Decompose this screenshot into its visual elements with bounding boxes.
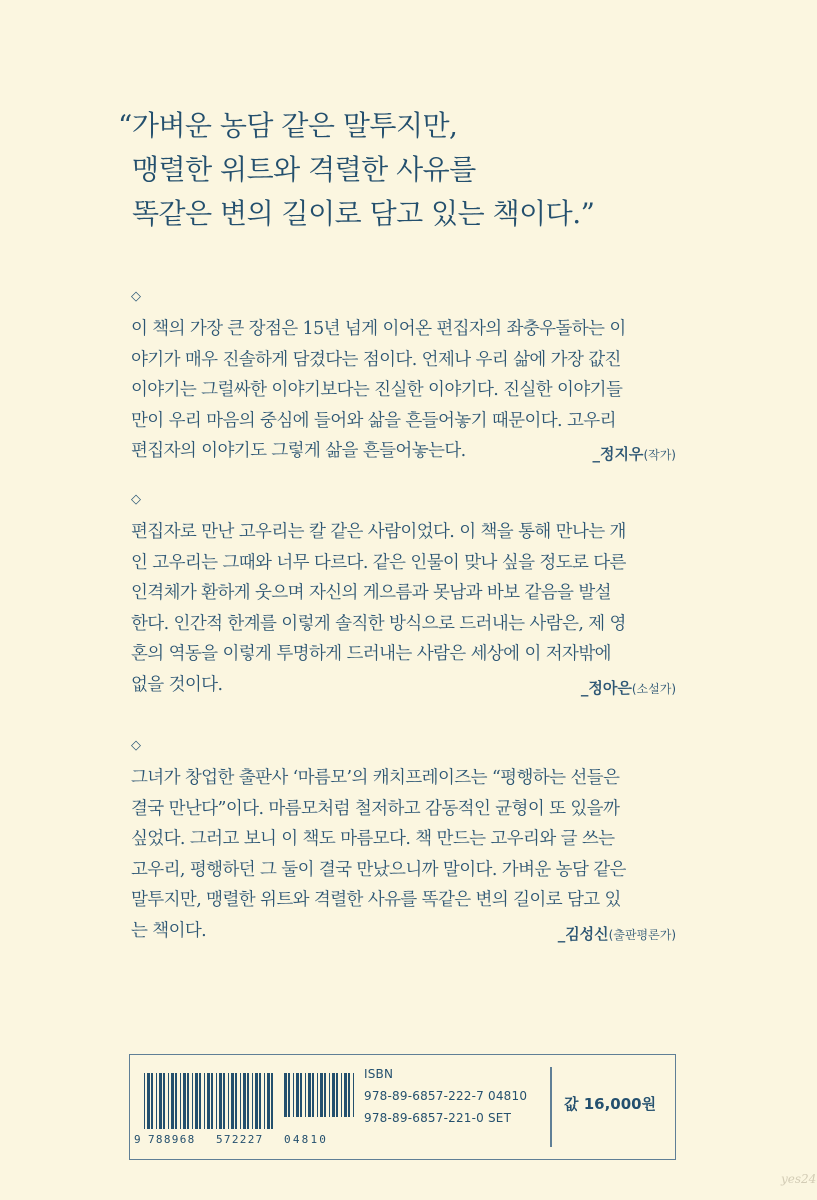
barcode-bar <box>183 1073 186 1129</box>
review-kimseongsin <box>131 737 676 947</box>
pull-quote-line: “가벼운 농담 같은 말투지만, <box>118 109 458 142</box>
barcode-bar <box>353 1073 354 1117</box>
isbn-text <box>364 1063 527 1129</box>
barcode-bar <box>288 1073 290 1117</box>
barcode-bar <box>240 1073 241 1129</box>
author-role: (소설가) <box>631 681 676 696</box>
barcode-bar <box>320 1073 323 1117</box>
review-line: 없을 것이다. <box>131 674 223 695</box>
barcode-bar <box>317 1073 318 1117</box>
barcode-bar <box>308 1073 311 1117</box>
barcode-bar <box>271 1073 273 1129</box>
barcode-bar <box>344 1073 347 1117</box>
review-line: 이 책의 가장 큰 장점은 15년 넘게 이어온 편집자의 좌충우돌하는 이 <box>131 319 626 339</box>
barcode-digit-right: 572227 <box>216 1133 264 1146</box>
barcode-bar <box>255 1073 258 1129</box>
barcode-bar <box>300 1073 302 1117</box>
isbn-number-1: 978-89-6857-222-7 04810 <box>364 1089 528 1103</box>
barcode-digit-left: 788968 <box>148 1133 196 1146</box>
barcode-bar <box>168 1073 169 1129</box>
review-author <box>581 677 676 698</box>
review-line: 만이 우리 마음의 중심에 들어와 삶을 흔들어놓기 때문이다. 고우리 <box>131 410 616 431</box>
author-name: _정아은 <box>580 678 632 697</box>
barcode-bar <box>267 1073 270 1129</box>
review-jeongjiwoo <box>131 288 676 467</box>
barcode-bar <box>296 1073 299 1117</box>
barcode-bar <box>247 1073 249 1129</box>
review-line: 고우리, 평행하던 그 둘이 결국 만났으니까 말이다. 가벼운 농담 같은 <box>131 859 626 880</box>
review-line: 인격체가 환하게 웃으며 자신의 게으름과 못남과 바보 같음을 발설 <box>131 583 611 604</box>
author-name: _김성신 <box>557 924 609 943</box>
barcode-bar <box>187 1073 189 1129</box>
review-line: 편집자로 만난 고우리는 칼 같은 사람이었다. 이 책을 통해 만나는 개 <box>131 522 626 542</box>
barcode-bar <box>204 1073 205 1129</box>
review-line: 혼의 역동을 이렇게 투명하게 드러내는 사람은 세상에 이 저자밖에 <box>131 644 611 665</box>
isbn-box <box>129 1054 676 1160</box>
barcode-bar <box>199 1073 201 1129</box>
barcode-bar <box>329 1073 330 1117</box>
review-line: 그녀가 창업한 출판사 ‘마름모’의 캐치프레이즈는 “평행하는 선들은 <box>131 768 620 788</box>
barcode <box>134 1073 358 1147</box>
pull-quote-line: 맹렬한 위트와 격렬한 사유를 <box>132 153 476 186</box>
barcode-bar <box>243 1073 246 1129</box>
barcode-bar <box>192 1073 193 1129</box>
review-author <box>592 443 676 464</box>
barcode-bar <box>219 1073 222 1129</box>
divider <box>550 1067 552 1147</box>
review-jeongaeun <box>131 491 676 701</box>
review-line: 이야기는 그럴싸한 이야기보다는 진실한 이야기다. 진실한 이야기들 <box>131 380 623 401</box>
barcode-digit-lead: 9 <box>134 1133 141 1146</box>
review-line: 야기가 매우 진솔하게 담겼다는 점이다. 언제나 우리 삶에 가장 값진 <box>131 349 621 370</box>
barcode-bar <box>348 1073 350 1117</box>
barcode-bar <box>151 1073 153 1129</box>
barcode-bar <box>324 1073 326 1117</box>
author-name: _정지우 <box>592 444 644 463</box>
barcode-bar <box>180 1073 181 1129</box>
pull-quote-line: 똑같은 변의 길이로 담고 있는 책이다.” <box>132 197 595 230</box>
review-line: 인 고우리는 그때와 너무 다르다. 같은 인물이 맞나 싶을 정도로 다른 <box>131 552 626 573</box>
author-role: (작가) <box>643 447 676 462</box>
barcode-bar <box>231 1073 234 1129</box>
barcode-bar <box>332 1073 335 1117</box>
barcode-bar <box>175 1073 177 1129</box>
barcode-bar <box>144 1073 145 1129</box>
review-line: 편집자의 이야기도 그렇게 삶을 흔들어놓는다. <box>131 441 466 462</box>
barcode-bar <box>264 1073 265 1129</box>
isbn-number-2: 978-89-6857-221-0 SET <box>364 1111 512 1125</box>
review-line: 싶었다. 그러고 보니 이 책도 마름모다. 책 만드는 고우리와 글 쓰는 <box>131 829 615 850</box>
review-line: 말투지만, 맹렬한 위트와 격렬한 사유를 똑같은 변의 길이로 담고 있 <box>131 890 621 911</box>
review-author <box>558 923 676 944</box>
review-line: 결국 만난다”이다. 마름모처럼 철저하고 감동적인 균형이 또 있을까 <box>131 798 620 819</box>
barcode-bar <box>228 1073 229 1129</box>
barcode-bar <box>207 1073 210 1129</box>
pull-quote <box>118 104 594 236</box>
review-line: 한다. 인간적 한계를 이렇게 솔직한 방식으로 드러내는 사람은, 제 영 <box>131 613 626 634</box>
barcode-bar <box>259 1073 261 1129</box>
barcode-bar <box>159 1073 162 1129</box>
barcode-bar <box>211 1073 213 1129</box>
barcode-bar <box>305 1073 306 1117</box>
author-role: (출판평론가) <box>608 927 676 942</box>
barcode-digit-addon: 04810 <box>284 1133 329 1146</box>
barcode-bar <box>312 1073 314 1117</box>
diamond-icon: ◇ <box>131 738 141 753</box>
barcode-bar <box>216 1073 217 1129</box>
barcode-bar <box>147 1073 150 1129</box>
barcode-bar <box>336 1073 338 1117</box>
barcode-bar <box>252 1073 253 1129</box>
barcode-bar <box>156 1073 157 1129</box>
price: 값 16,000원 <box>564 1095 657 1113</box>
barcode-bar <box>171 1073 174 1129</box>
barcode-bar <box>341 1073 342 1117</box>
barcode-bar <box>235 1073 237 1129</box>
barcode-bar <box>163 1073 165 1129</box>
diamond-icon: ◇ <box>131 492 141 507</box>
review-line: 는 책이다. <box>131 920 207 941</box>
barcode-bar <box>223 1073 225 1129</box>
barcode-bars <box>134 1073 358 1131</box>
isbn-label: ISBN <box>364 1067 394 1081</box>
diamond-icon: ◇ <box>131 289 141 304</box>
barcode-bar <box>293 1073 294 1117</box>
barcode-bar <box>195 1073 198 1129</box>
barcode-bar <box>284 1073 287 1117</box>
watermark-stamp: yes24 <box>781 1172 817 1186</box>
